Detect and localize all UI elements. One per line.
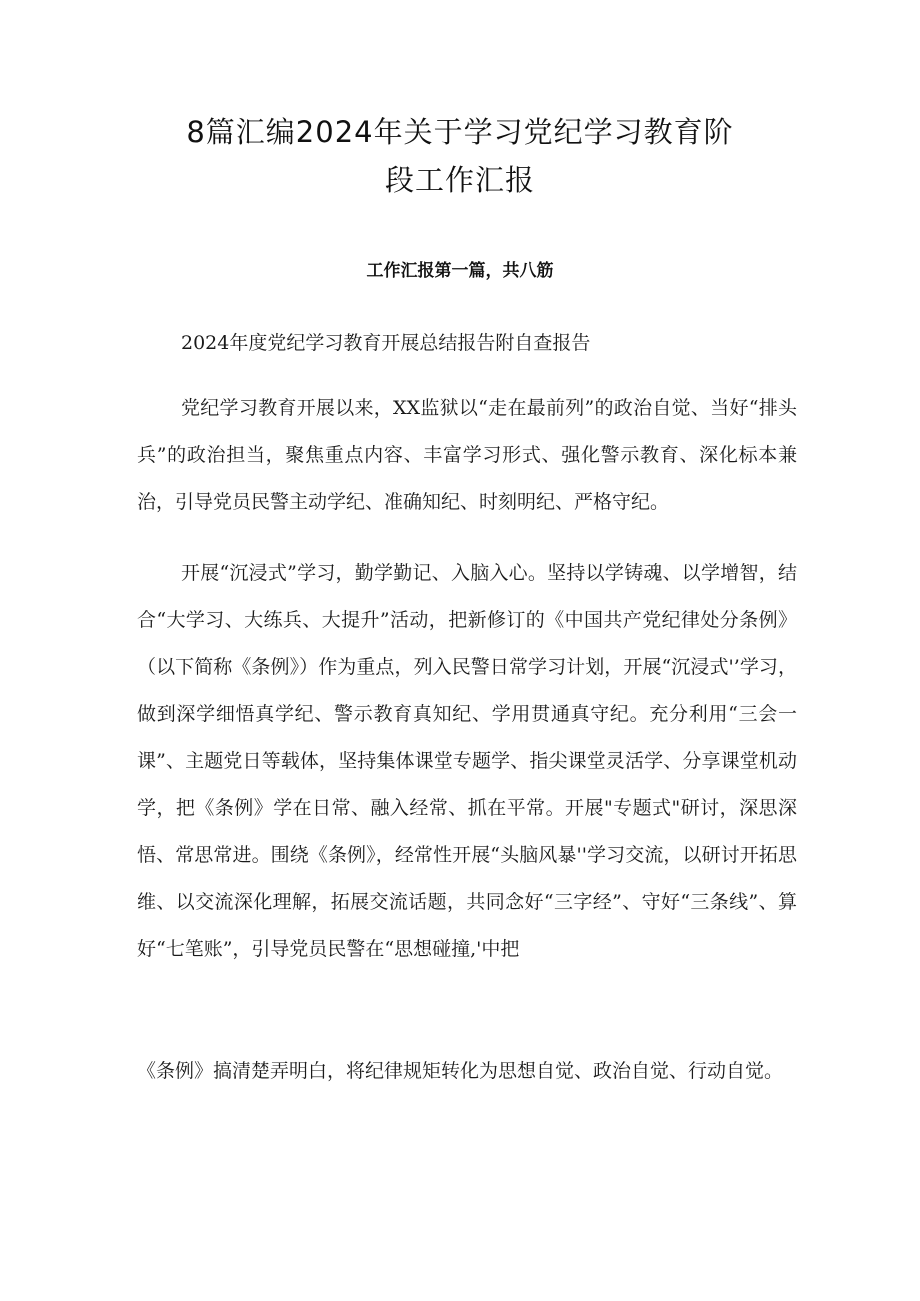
section-heading: 2024年度党纪学习教育开展总结报告附自查报告 — [181, 332, 591, 354]
paragraph-2: 开展“沉浸式”学习，勤学勤记、入脑入心。坚持以学铸魂、以学增智，结合“大学习、大练兵、大提升”活动，把新修订的《中国共产党纪律处分条例》（以下简称《条例》）作为重点，列入民警日常学习计划，开展“沉浸式'’学习，做到深学细悟真学纪、警示教育真知纪、学用贯通真守纪。充分利用“三会一课”、主题党日等载体，坚持集体课堂专题学、指尖课堂灵活学、分享课堂机动学，把《条例》学在日常、融入经常、抓在平常。开展"专题式"研讨，深思深悟、常思常进。围绕《条例》，经常性开展“头脑风暴''学习交流，以研讨开拓思维、以交流深化理解，拓展交流话题，共同念好“三字经”、守好“三条线”、算好“七笔账”，引导党员民警在“思想碰撞,'中把 — [137, 562, 797, 960]
paragraph-1: 党纪学习教育开展以来，XX监狱以“走在最前列”的政治自觉、当好“排头兵”的政治担当，聚焦重点内容、丰富学习形式、强化警示教育、深化标本兼治，引导党员民警主动学纪、准确知纪、时刻明纪、严格守纪。 — [137, 397, 797, 513]
document-subtitle: 工作汇报第一篇，共八筋 — [366, 261, 554, 281]
document-title-line-2: 段工作汇报 — [384, 163, 535, 197]
paragraph-3: 《条例》搞清楚弄明白，将纪律规矩转化为思想自觉、政治自觉、行动自觉。 — [137, 1060, 784, 1082]
document-title-line-1: 8篇汇编2024年关于学习党纪学习教育阶 — [186, 115, 734, 149]
